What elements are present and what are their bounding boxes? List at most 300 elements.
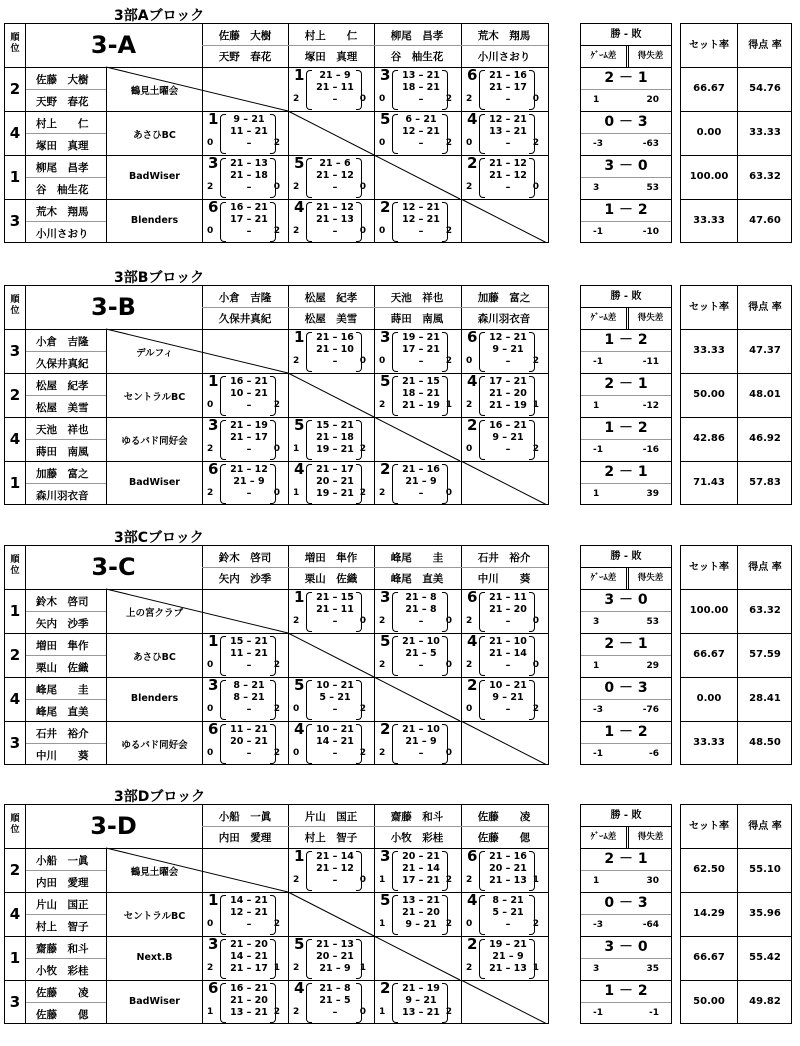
match-order: 5 [294,154,305,172]
rank-header: 順 位 [10,555,20,576]
block-3-B [0,262,800,517]
set-score: – [418,94,424,105]
player-name-1: 加藤 富之 [36,468,89,480]
game-diff-header: ｹﾞｰﾑ差 [590,573,617,583]
sets-lost: 0 [273,488,280,498]
sets-won: 0 [379,226,386,236]
sets-lost: 2 [532,356,539,366]
sets-lost: 2 [445,94,452,104]
column-player-1: 佐藤 大樹 [218,30,272,42]
player-name-1: 天池 祥也 [36,424,89,436]
point-difference: -1 [649,1008,659,1018]
point-diff-header: 得失差 [637,573,664,583]
rank-value: 3 [9,993,21,1011]
rank-value: 1 [9,602,21,620]
sets-won: 0 [293,704,300,714]
block-name: 3-C [91,553,136,581]
sets-lost: 2 [445,1007,452,1017]
game-difference: 1 [593,876,600,886]
match-order: 4 [294,979,305,997]
club-name: セントラルBC [123,392,186,403]
match-cell [461,633,547,677]
set-score: 9 – 21 [492,344,524,355]
diagonal-self-match [374,936,460,980]
game-diff-header: ｹﾞｰﾑ差 [590,832,617,842]
match-cell [202,461,288,505]
club-name: あさひBC [133,652,176,663]
match-cell [288,329,374,373]
point-diff-header: 得失差 [637,832,664,842]
set-score: 21 – 10 [489,636,527,647]
set-score: 8 – 21 [233,692,265,703]
set-score: – [505,94,511,105]
block-title: 3部Cブロック [114,530,204,546]
sets-won: 1 [379,875,386,885]
game-diff-header: ｹﾞｰﾑ差 [590,313,617,323]
set-score: 21 – 11 [489,592,527,603]
column-player-1: 小船 一眞 [218,811,272,823]
match-cell [288,417,374,461]
rank-value: 1 [9,474,21,492]
set-score: 16 – 21 [230,983,268,994]
set-rate-value: 33.33 [693,737,725,748]
wins-losses-header: 勝 - 敗 [610,29,642,40]
set-score: 21 – 10 [402,636,440,647]
club-name: セントラルBC [123,911,186,922]
match-order: 2 [380,198,391,216]
column-player-1: 荒木 翔馬 [477,30,531,42]
sets-won: 0 [207,704,214,714]
match-order: 2 [380,979,391,997]
match-cell [374,67,460,111]
set-score: 8 – 21 [233,680,265,691]
set-score: 21 – 12 [230,464,268,475]
sets-lost: 0 [532,660,539,670]
win-loss-record: 1 － 2 [604,332,648,348]
set-score: – [332,356,338,367]
point-rate-value: 35.96 [749,908,781,919]
match-cell [202,721,288,765]
sets-lost: 2 [532,444,539,454]
point-rate-value: 46.92 [749,433,781,444]
set-rate-value: 0.00 [696,693,722,704]
set-score: 14 – 21 [316,736,354,747]
set-score: 21 – 13 [316,939,354,950]
diagonal-self-match [288,373,374,417]
match-cell [461,892,547,936]
stats-table [680,804,792,1024]
game-difference: 1 [593,95,600,105]
player-name-1: 峰尾 圭 [36,684,89,696]
point-rate-header: 得点 率 [748,40,782,51]
point-rate-value: 47.37 [749,345,781,356]
rank-header: 順 位 [10,33,20,54]
set-score: 9 – 21 [405,919,437,930]
sets-won: 2 [207,963,214,973]
match-cell [461,417,547,461]
sets-lost: 1 [445,400,452,410]
match-order: 3 [208,676,219,694]
sets-lost: 2 [445,875,452,885]
grid-vline [628,567,629,589]
win-loss-record: 2 － 1 [604,464,648,480]
player-name-1: 村上 仁 [36,118,89,130]
block-name: 3-B [91,293,136,321]
sets-won: 0 [466,704,473,714]
set-score: – [418,356,424,367]
player-name-1: 荒木 翔馬 [36,206,89,218]
diagonal-self-match [461,721,547,765]
match-order: 3 [208,935,219,953]
column-player-2: 栗山 佐織 [304,573,358,585]
club-name: Next.B [136,952,173,963]
sets-won: 2 [379,616,386,626]
diagonal-self-match [461,980,547,1024]
match-cell [288,461,374,505]
sets-won: 1 [379,919,386,929]
sets-lost: 1 [532,400,539,410]
set-score: 13 – 21 [230,1007,268,1018]
set-score: 21 – 8 [319,983,351,994]
sets-won: 2 [466,660,473,670]
sets-lost: 2 [273,660,280,670]
set-score: 21 – 16 [489,70,527,81]
sets-lost: 2 [273,1007,280,1017]
set-score: 21 – 19 [489,400,527,411]
club-name: あさひBC [133,130,176,141]
match-cell [374,980,460,1024]
rank-value: 1 [9,949,21,967]
set-score: 21 – 13 [316,214,354,225]
player-name-1: 佐藤 凌 [36,987,89,999]
set-rate-value: 33.33 [693,345,725,356]
match-cell [202,373,288,417]
sets-won: 2 [466,400,473,410]
sets-lost: 0 [532,94,539,104]
game-difference: 3 [593,183,600,193]
set-score: 21 – 14 [489,648,527,659]
set-score: 9 – 21 [492,692,524,703]
sets-lost: 0 [359,226,366,236]
match-order: 1 [294,588,305,606]
match-order: 4 [294,720,305,738]
match-order: 5 [380,110,391,128]
block-3-C [0,522,800,777]
sets-lost: 2 [359,444,366,454]
player-name-1: 鈴木 啓司 [36,596,89,608]
sets-won: 0 [207,748,214,758]
sets-lost: 0 [359,94,366,104]
match-order: 1 [208,372,219,390]
match-order: 3 [380,66,391,84]
sets-lost: 1 [532,963,539,973]
column-player-1: 鈴木 啓司 [218,552,272,564]
match-order: 2 [467,416,478,434]
grid-vline [626,826,627,848]
column-player-2: 矢内 沙季 [218,573,272,585]
match-order: 6 [467,588,478,606]
win-loss-table [580,545,672,765]
player-name-1: 石井 裕介 [36,728,89,740]
set-score: 21 – 20 [402,907,440,918]
sets-lost: 0 [532,616,539,626]
column-player-1: 齋藤 和斗 [390,811,444,823]
column-player-2: 峰尾 直美 [390,573,444,585]
match-cell [288,936,374,980]
column-player-2: 小川さおり [477,51,531,63]
set-score: 9 – 21 [233,114,265,125]
point-difference: -12 [642,401,659,411]
set-score: – [505,660,511,671]
sets-won: 0 [466,356,473,366]
win-loss-record: 3 － 0 [604,592,648,608]
diagonal-self-match [461,199,547,243]
club-name: BadWiser [129,996,180,1007]
point-difference: -76 [642,705,659,715]
set-score: – [332,875,338,886]
point-rate-value: 28.41 [749,693,781,704]
player-name-2: 村上 智子 [36,921,89,933]
column-player-1: 加藤 富之 [477,292,531,304]
sets-lost: 2 [359,748,366,758]
set-score: 21 – 15 [316,592,354,603]
set-score: 21 – 8 [405,604,437,615]
game-difference: -1 [593,227,603,237]
set-score: – [332,748,338,759]
stats-table [680,545,792,765]
wins-losses-header: 勝 - 敗 [610,551,642,562]
set-score: – [505,138,511,149]
rank-value: 3 [9,212,21,230]
sets-won: 2 [379,488,386,498]
set-score: 17 – 21 [230,214,268,225]
set-score: 21 – 10 [402,724,440,735]
match-order: 1 [208,632,219,650]
sets-lost: 2 [532,138,539,148]
set-rate-value: 100.00 [689,171,729,182]
sets-lost: 0 [273,444,280,454]
column-player-2: 森川羽衣音 [477,313,531,325]
point-rate-value: 57.83 [749,477,781,488]
column-player-1: 石井 裕介 [477,552,531,564]
match-cell [202,892,288,936]
sets-won: 0 [207,138,214,148]
club-name: BadWiser [129,171,180,182]
win-loss-record: 2 － 1 [604,851,648,867]
set-score: 21 – 6 [319,158,351,169]
sets-won: 2 [466,182,473,192]
column-player-1: 峰尾 圭 [390,552,444,564]
set-score: 14 – 21 [230,895,268,906]
player-name-2: 久保井真紀 [36,358,89,370]
set-score: 21 – 20 [489,388,527,399]
win-loss-record: 2 － 1 [604,376,648,392]
sets-lost: 0 [359,1007,366,1017]
sets-lost: 0 [445,748,452,758]
set-score: 21 – 9 [405,736,437,747]
match-cell [202,155,288,199]
match-order: 3 [208,154,219,172]
point-difference: 29 [646,661,659,671]
point-rate-header: 得点 率 [748,821,782,832]
column-player-1: 佐藤 凌 [477,811,531,823]
point-difference: -63 [642,139,659,149]
sets-lost: 0 [359,875,366,885]
set-score: – [418,488,424,499]
set-score: 13 – 21 [489,126,527,137]
set-rate-value: 62.50 [693,864,725,875]
column-player-1: 松屋 紀孝 [304,292,358,304]
diagonal-self-match [374,155,460,199]
win-loss-record: 1 － 2 [604,202,648,218]
point-diff-header: 得失差 [637,51,664,61]
point-difference: 53 [646,617,659,627]
player-name-2: 佐藤 偲 [36,1009,89,1021]
win-loss-table [580,804,672,1024]
match-cell [288,67,374,111]
rank-header: 順 位 [10,814,20,835]
wins-losses-header: 勝 - 敗 [610,291,642,302]
match-cell [202,633,288,677]
set-score: – [505,356,511,367]
diagonal-self-match [374,677,460,721]
match-order: 1 [294,66,305,84]
set-score: 21 – 11 [316,604,354,615]
sets-won: 0 [466,138,473,148]
win-loss-record: 2 － 1 [604,636,648,652]
set-score: 10 – 21 [316,724,354,735]
match-cell [461,155,547,199]
match-order: 1 [294,847,305,865]
win-loss-record: 0 － 3 [604,680,648,696]
grid-vline [628,826,629,848]
match-order: 1 [208,891,219,909]
set-score: 21 – 17 [230,963,268,974]
point-rate-value: 63.32 [749,605,781,616]
column-player-2: 久保井真紀 [218,313,272,325]
stats-table [680,23,792,243]
sets-lost: 2 [445,356,452,366]
match-order: 4 [467,632,478,650]
set-score: 21 – 19 [402,983,440,994]
win-loss-record: 1 － 2 [604,420,648,436]
set-score: – [246,444,252,455]
set-score: – [505,616,511,627]
set-score: – [246,748,252,759]
sets-won: 1 [293,488,300,498]
win-loss-table [580,23,672,243]
point-rate-value: 47.60 [749,215,781,226]
player-name-2: 栗山 佐織 [36,662,89,674]
sets-lost: 0 [359,616,366,626]
match-order: 6 [467,66,478,84]
set-score: 21 – 16 [316,332,354,343]
set-score: 10 – 21 [489,680,527,691]
win-loss-record: 3 － 0 [604,939,648,955]
club-name: ゆるバド同好会 [121,740,188,751]
player-name-2: 中川 葵 [36,750,89,762]
sets-won: 2 [293,226,300,236]
match-cell [288,721,374,765]
set-score: 21 – 19 [402,400,440,411]
rank-value: 4 [9,430,21,448]
match-order: 3 [208,416,219,434]
stats-table [680,285,792,505]
sets-won: 1 [207,1007,214,1017]
sets-won: 2 [466,94,473,104]
sets-won: 0 [379,138,386,148]
set-score: 18 – 21 [402,82,440,93]
set-score: 21 – 5 [405,648,437,659]
set-score: – [418,226,424,237]
match-table [4,545,549,765]
set-score: – [505,704,511,715]
club-name: 鶴見土曜会 [130,86,179,97]
set-rate-value: 66.67 [693,83,725,94]
match-order: 5 [380,891,391,909]
set-score: – [246,400,252,411]
game-difference: -3 [593,139,603,149]
set-score: 13 – 21 [402,70,440,81]
set-score: – [332,704,338,715]
point-rate-value: 48.50 [749,737,781,748]
match-cell [374,848,460,892]
grid-vline [626,307,627,329]
set-score: 10 – 21 [316,680,354,691]
set-score: 21 – 13 [489,963,527,974]
set-rate-value: 42.86 [693,433,725,444]
sets-won: 2 [207,182,214,192]
set-score: 19 – 21 [489,939,527,950]
set-score: 21 – 11 [316,82,354,93]
match-order: 3 [380,328,391,346]
match-cell [374,721,460,765]
game-difference: 3 [593,964,600,974]
club-name: デルフィ [136,348,173,359]
match-order: 5 [294,416,305,434]
win-loss-record: 3 － 0 [604,158,648,174]
player-name-2: 矢内 沙季 [36,618,89,630]
match-cell [288,199,374,243]
set-score: – [246,138,252,149]
match-cell [202,936,288,980]
game-difference: 1 [593,401,600,411]
column-player-1: 片山 国正 [304,811,358,823]
column-player-2: 内田 愛理 [218,832,272,844]
match-cell [288,589,374,633]
set-score: – [246,919,252,930]
set-score: 21 – 16 [489,851,527,862]
point-difference: -64 [642,920,659,930]
game-difference: 1 [593,661,600,671]
match-cell [288,677,374,721]
sets-won: 1 [293,444,300,454]
set-score: 20 – 21 [230,736,268,747]
set-score: 5 – 21 [319,692,351,703]
player-name-1: 柳尾 昌孝 [36,162,89,174]
set-score: – [505,919,511,930]
point-difference: 35 [646,964,659,974]
sets-lost: 1 [273,963,280,973]
player-name-2: 天野 春花 [36,96,89,108]
grid-vline [628,45,629,67]
set-score: – [332,616,338,627]
sets-won: 0 [466,919,473,929]
club-name: 上の宮クラブ [125,608,183,619]
win-loss-record: 2 － 1 [604,70,648,86]
sets-lost: 2 [273,748,280,758]
diagonal-self-match [461,461,547,505]
